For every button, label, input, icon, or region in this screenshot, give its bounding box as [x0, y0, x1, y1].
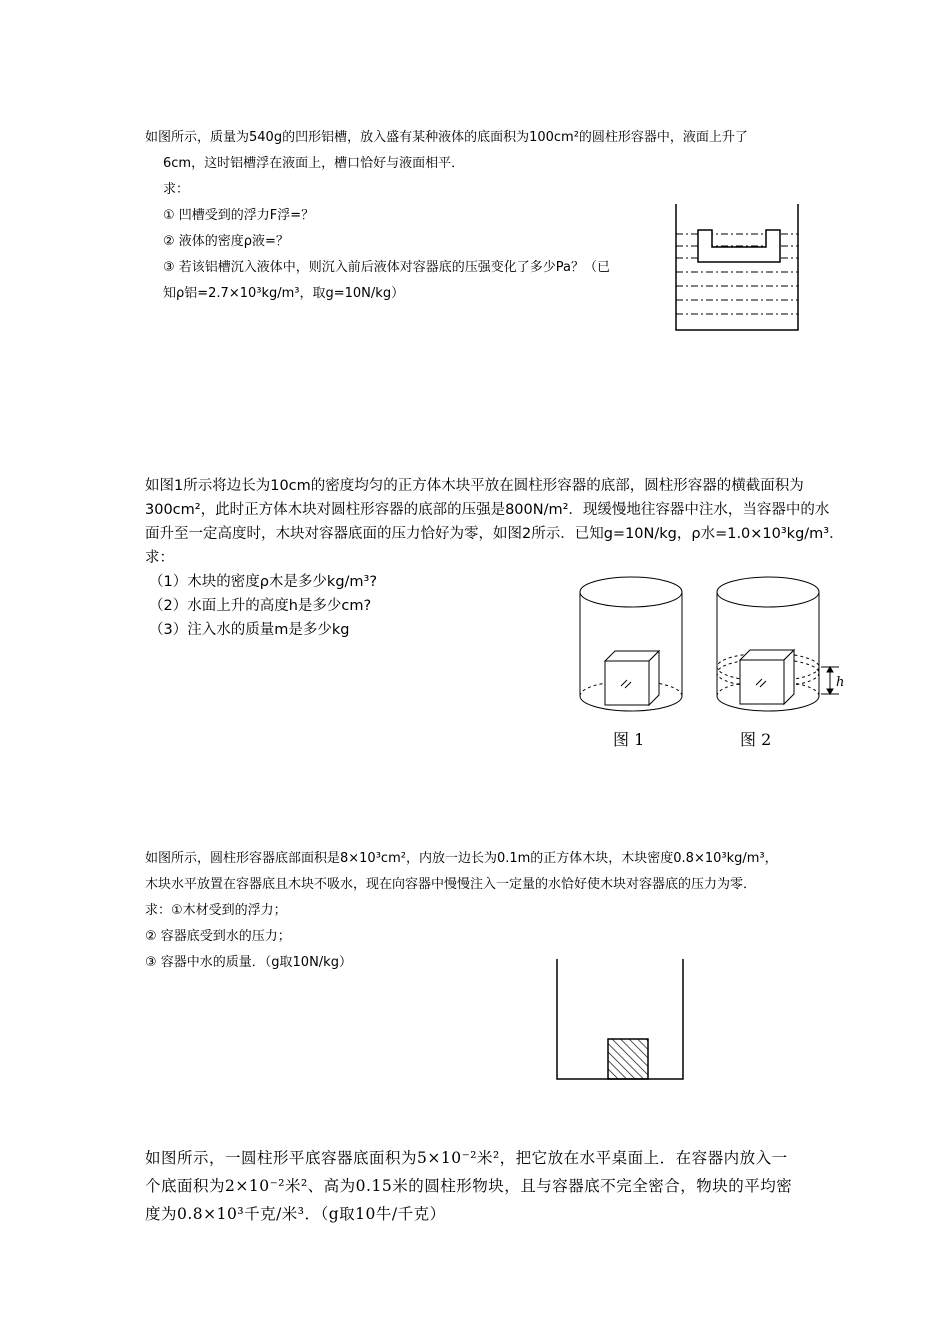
problem-2-line: （2）水面上升的高度h是多少cm? [149, 598, 372, 614]
problem-2-line: 求： [145, 550, 174, 566]
problem-1-line: 6cm，这时铝槽浮在液面上，槽口恰好与液面相平． [163, 156, 465, 171]
problem-3 [145, 846, 825, 976]
problem-1-line: 求： [163, 182, 190, 197]
problem-2-line: 面升至一定高度时，木块对容器底面的压力恰好为零，如图2所示．已知g=10N/kg，ρ水=1.0×10³kg/m³． [145, 526, 844, 542]
problem-2-line: （1）木块的密度ρ木是多少kg/m³? [149, 574, 378, 590]
problem-2-line: 如图1所示将边长为10cm的密度均匀的正方体木块平放在圆柱形容器的底部，圆柱形容器的横截面积为 [145, 478, 804, 494]
wood-block [608, 1039, 648, 1079]
problem-3-line: 木块水平放置在容器底且木块不吸水，现在向容器中慢慢注入一定量的水恰好使木块对容器底的压力为零． [145, 877, 757, 892]
wood-block-container-figure [553, 955, 688, 1083]
problem-3-line: 求：①木材受到的浮力； [145, 903, 287, 918]
problem-4 [145, 1144, 825, 1228]
figure-1-label: 图 1 [613, 730, 645, 749]
problem-3-line: ② 容器底受到水的压力； [145, 929, 291, 944]
problem-1-line: ③ 若该铝槽沉入液体中，则沉入前后液体对容器底的压强变化了多少Pa？（已 [163, 260, 611, 275]
figure-1-cube [605, 651, 659, 705]
figure-2-cube [740, 650, 794, 704]
trough-container-figure [672, 200, 802, 334]
problem-2-line: 300cm²，此时正方体木块对圆柱形容器的底部的压强是800N/m²．现缓慢地往容器中注水，当容器中的水 [145, 502, 830, 518]
h-label: h [836, 675, 845, 690]
problem-4-line: 度为0.8×10³千克/米³．（g取10牛/千克） [145, 1205, 446, 1223]
problem-3-line: 如图所示，圆柱形容器底部面积是8×10³cm²，内放一边长为0.1m的正方体木块，木块密度0.8×10³kg/m³， [145, 851, 778, 866]
figure-2-label: 图 2 [740, 730, 772, 749]
problem-1-line: ① 凹槽受到的浮力F浮=？ [163, 208, 315, 223]
cylinder-figures [575, 570, 850, 755]
problem-3-line: ③ 容器中水的质量．（g取10N/kg） [145, 955, 352, 970]
problem-4-line: 个底面积为2×10⁻²米²、高为0.15米的圆柱形物块，且与容器底不完全密合，物块的平均密 [145, 1177, 793, 1195]
problem-1-line: 知ρ铝=2.7×10³kg/m³，取g=10N/kg） [163, 286, 405, 301]
problem-4-line: 如图所示，一圆柱形平底容器底面积为5×10⁻²米²，把它放在水平桌面上．在容器内放入一 [145, 1149, 788, 1167]
problem-1-line: 如图所示，质量为540g的凹形铝槽，放入盛有某种液体的底面积为100cm²的圆柱形容器中，液面上升了 [145, 130, 748, 145]
problem-2-line: （3）注入水的质量m是多少kg [149, 622, 350, 638]
problem-1-line: ② 液体的密度ρ液=？ [163, 234, 289, 249]
